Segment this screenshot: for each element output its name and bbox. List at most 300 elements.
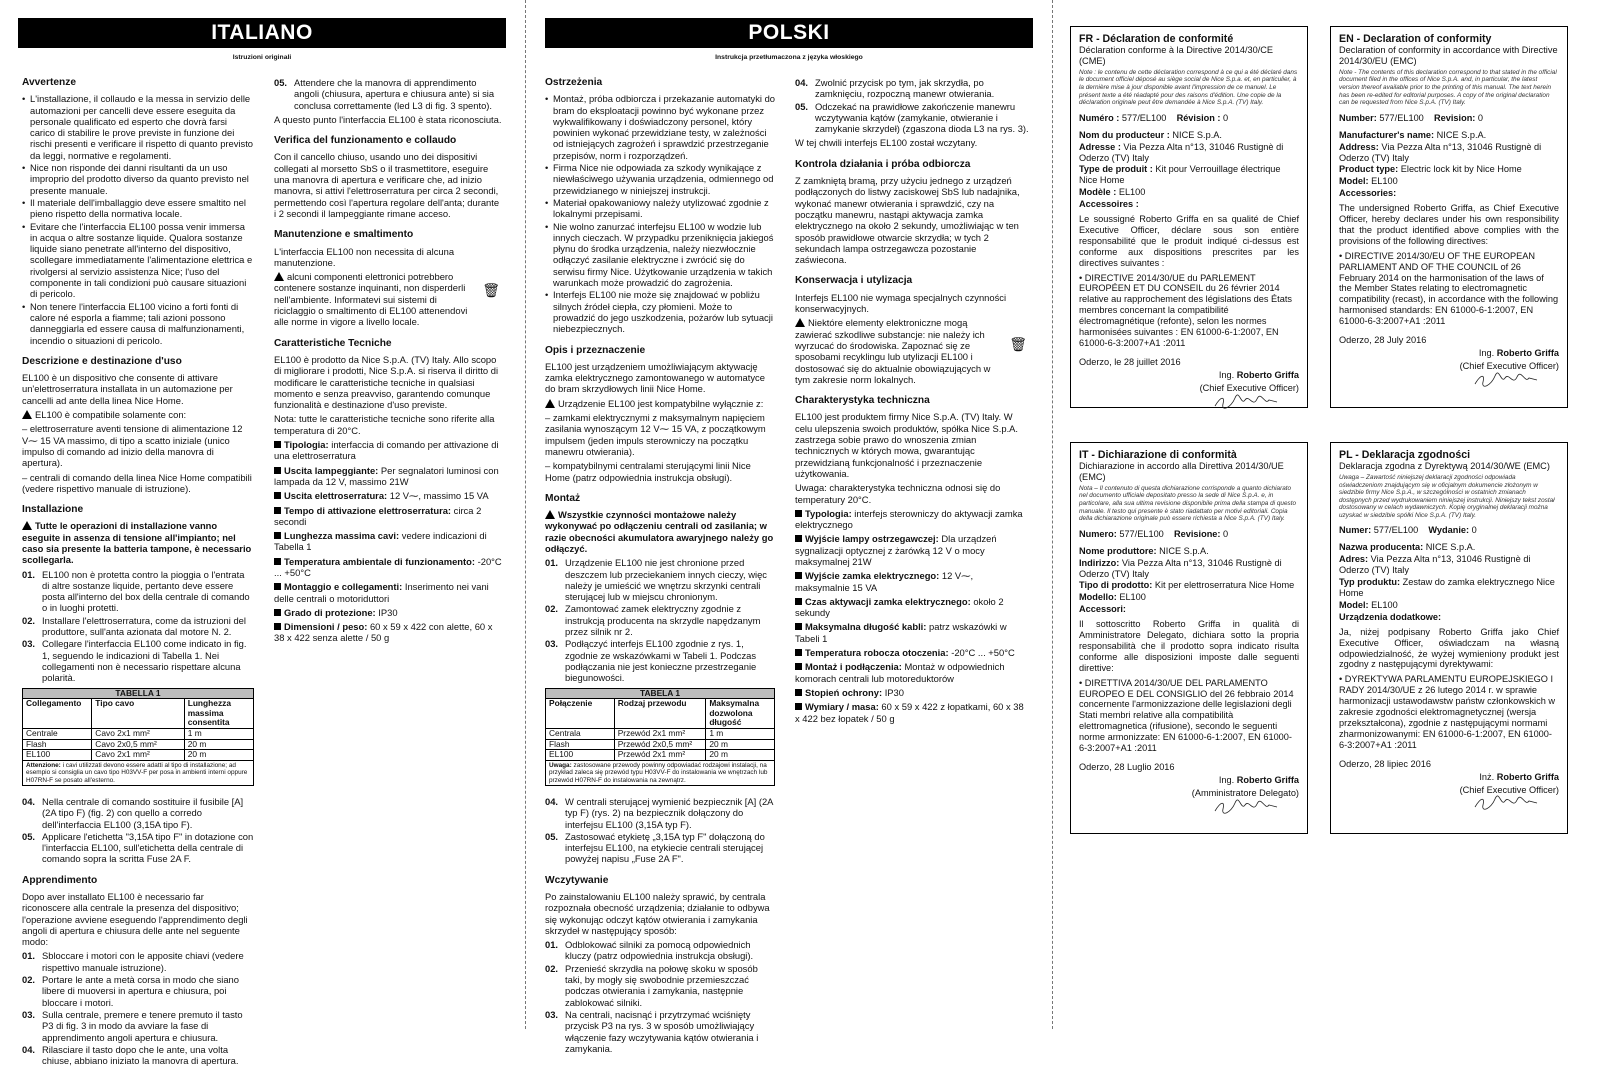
warning-item: • Firma Nice nie odpowiada za szkody wynikające z niewłaściwego używania urządzenia, odmiennego od przewidzianego w niniejszej instrukcji. [545, 162, 775, 196]
tech-value: interfaccia di comando per attivazione di una elettroserratura [274, 439, 499, 462]
tech-key: Lunghezza massima cavi: [284, 530, 400, 542]
step-number: 04. [795, 77, 809, 88]
declaration-subtitle: Deklaracja zgodna z Dyrektywą 2014/30/WE (EMC) [1339, 461, 1550, 471]
polski-col-right [795, 77, 1029, 727]
step-number: 05. [795, 100, 809, 112]
warning-item: • Non tenere l'interfaccia EL100 vicino a forti fonti di calore né esporla a fiamme; tali azioni possono danneggiarla ed essere causa di malfunzionamenti, incendio o situazioni di pericolo. [22, 301, 254, 346]
declaration-fr [1070, 26, 1308, 408]
tech-item [795, 687, 1029, 698]
square-bullet-icon [795, 510, 802, 517]
declaration-note: Note - The contents of this declaration correspond to that stated in the official document filed in the offices of Nice S.p.A. and, in particular, the latest version thereof available prior to the printing of this manual. The text herein has been re-edited for editorial purposes. A copy of the original declaration can be requested from Nice S.p.A. (TV) Italy. [1339, 68, 1557, 107]
step-number: 01. [22, 568, 36, 580]
polski-panel [545, 18, 1033, 1054]
declaration-number: Numero: 577/EL100 Revisione: 0 [1079, 528, 1229, 539]
tech-value: IP30 [375, 606, 398, 618]
declaration-field: Indirizzo: Via Pezza Alta n°13, 31046 Rustignè di Oderzo (TV) Italy [1079, 557, 1282, 579]
table-cell: Flash [23, 739, 92, 750]
fold-line [525, 0, 527, 1029]
desc-title: Opis i przeznaczenie [545, 344, 646, 356]
tech-value: 60 x 59 x 422 con alette, 60 x 38 x 422 senza alette / 50 g [274, 621, 493, 644]
install-steps-2 [22, 796, 254, 865]
step-number: 03. [545, 1008, 559, 1020]
warning-item: • Il materiale dell'imballaggio deve essere smaltito nel pieno rispetto della normativa locale. [22, 197, 254, 220]
compat-item: – centrali di comando della linea Nice Home compatibili (vedere rispettivo manuale di istruzione). [22, 471, 252, 494]
tech-item [795, 570, 1029, 593]
tech-value: patrz wskazówki w Tabeli 1 [795, 621, 1007, 644]
table-cell: 1 m [184, 728, 253, 739]
cable-table [22, 688, 254, 761]
warning-icon [22, 521, 32, 530]
learn-steps [545, 939, 775, 1054]
step-text: Installare l'elettroserratura, come da istruzioni del produttore, sull'anta azionata dal motore N. 2. [42, 614, 246, 638]
declaration-place-date: Oderzo, 28 lipiec 2016 [1339, 758, 1431, 769]
step-number: 02. [22, 614, 36, 626]
tech-value: interfejs sterowniczy do aktywacji zamka elektrycznego [795, 507, 1023, 531]
declaration-number: Numéro : 577/EL100 Révision : 0 [1079, 112, 1229, 123]
declaration-field: Nom du producteur : NICE S.p.A. [1079, 129, 1222, 140]
declaration-signer: Ing. Roberto Griffa [1478, 348, 1559, 358]
square-bullet-icon [274, 609, 281, 616]
table-cell: Przewód 2x1 mm² [614, 728, 706, 739]
declaration-note: Note : le contenu de cette déclaration correspond à ce qui a été déclaré dans le document officiel déposé au siège social de Nice S.p.a. et, en particulier, à la dernière mise à jour disponible avant l'impression de ce manuel. Le présent texte a été réadapté pour des raisons d'édition. Une copie de la déclaration originale peut être demandée à Nice S.p.A. (TV) Italy. [1079, 68, 1298, 107]
step-item [274, 77, 502, 111]
learn-paragraph: Po zainstalowaniu EL100 należy sprawić, by centrala rozpoznała obecność urządzenia; działanie to odbywa się wykonując odczyt kątów otwierania i zamykania skrzydeł w następujący sposób: [545, 891, 770, 936]
tech-key: Uscita elettroserratura: [284, 490, 388, 502]
square-bullet-icon [795, 598, 802, 605]
declaration-signer: Ing. Roberto Griffa [1218, 774, 1299, 785]
declaration-body: Ja, niżej podpisany Roberto Griffa jako Chief Executive Officer, oświadczam na własną odpowiedzialność, że wyżej wymieniony produkt jest zgodny z następującymi dyrektywami: [1339, 626, 1559, 670]
learn-title: Apprendimento [22, 874, 98, 886]
maint-title: Manutenzione e smaltimento [274, 229, 414, 241]
table-header: Collegamento [23, 699, 92, 729]
declaration-subtitle: Dichiarazione in accordo alla Direttiva 2014/30/UE (EMC) [1079, 461, 1284, 482]
warning-icon [274, 272, 284, 281]
polski-subtitle: Instrukcja przetłumaczona z języka włoskiego [715, 54, 863, 61]
learn-paragraph: Dopo aver installato EL100 è necessario far riconoscere alla centrale la presenza del dispositivo; l'operazione avviene eseguendo l'apprendimento degli angoli di apertura e chiusura delle ante nel seguente modo: [22, 891, 248, 948]
compat-item: – elettroserrature aventi tensione di alimentazione 12 V⁓ 15 VA massimo, di tipo a scatto iniziale (unico impulso di comando ad inizio della manovra di apertura). [22, 423, 243, 469]
warning-item: • Evitare che l'interfaccia EL100 possa venir immersa in acqua o altre sostanze liquide. Qualora sostanze liquide siano penetrate all'interno del dispositivo, scollegare immediatamente l'alimentazione elettrica e rivolgersi al servizio assistenza Nice; l'uso del componente in tali condizioni può causare situazioni di pericolo. [22, 221, 254, 300]
square-bullet-icon [274, 441, 281, 448]
square-bullet-icon [274, 507, 281, 514]
declaration-field: Nazwa producenta: NICE S.p.A. [1339, 542, 1476, 553]
table-cell: Cavo 2x0,5 mm² [92, 739, 184, 750]
learn-end: A questo punto l'interfaccia EL100 è stata riconosciuta. [274, 113, 502, 125]
install-warning: Wszystkie czynności montażowe należy wykonywać po odłączeniu centrali od zasilania; w razie obecności akumulatora awaryjnego należy go odłączyć. [545, 509, 774, 554]
declaration-role: (Chief Executive Officer) [1459, 784, 1559, 795]
declaration-title: FR - Déclaration de conformité [1079, 33, 1234, 45]
step-number: 03. [22, 1008, 36, 1020]
desc-paragraph: EL100 jest urządzeniem umożliwiającym aktywację zamka elektrycznego zamontowanego w automatyce do bram skrzydłowych linii Nice Home. [545, 360, 765, 395]
declaration-number: Numer: 577/EL100 Wydanie: 0 [1339, 525, 1477, 536]
table-cell: Centrala [546, 728, 615, 739]
step-number: 02. [22, 974, 36, 986]
tech-item [274, 439, 502, 462]
declaration-directive: • DIRECTIVE 2014/30/EU OF THE EUROPEAN PARLIAMENT AND OF THE COUNCIL of 26 February 2014 on the harmonisation of the laws of the Member States relating to electromagnetic compatibility (recast), in accordance with the following harmonised standards: EN 61000-6-1:2007, EN 61000-6-3:2007+A1 :2011 [1339, 250, 1559, 327]
table-caption: TABELA 1 [546, 688, 775, 699]
tech-key: Dimensioni / peso: [284, 621, 368, 633]
warnings-list [22, 93, 254, 346]
tech-item [795, 508, 1029, 531]
warnings-title: Avvertenze [22, 77, 76, 88]
install-warning: Tutte le operazioni di installazione vanno eseguite in assenza di tensione all'impianto; nel caso sia presente la batteria tampone, è necessario scollegarla. [22, 520, 252, 566]
tech-value: 12 V⁓, massimo 15 VA [387, 490, 489, 502]
italiano-col-left [22, 77, 254, 1069]
step-item [22, 950, 254, 973]
step-item [795, 77, 1029, 100]
declaration-title: EN - Declaration of conformity [1339, 33, 1492, 45]
tech-item [795, 647, 1029, 658]
declaration-number: Number: 577/EL100 Revision: 0 [1339, 112, 1484, 123]
tech-key: Wymiary / masa: [805, 701, 879, 713]
step-text: EL100 non è protetta contro la pioggia o l'entrata di altre sostanze liquide, pertanto deve essere posta all'interno del box della centrale di comando o in luoghi protetti. [42, 568, 250, 614]
table-header-row [546, 699, 775, 729]
learn-steps-cont [795, 77, 1029, 134]
warning-item: • Interfejs EL100 nie może się znajdować w pobliżu silnych źródeł ciepła, czy płomieni. Może to prowadzić do jego uszkodzenia, pożarów lub sytuacji niebezpiecznych. [545, 289, 775, 334]
table-cell: 1 m [706, 728, 775, 739]
warning-icon [22, 410, 32, 419]
install-title: Montaż [545, 492, 581, 504]
tech-value: -20°C ... +50°C [948, 647, 1015, 659]
tech-key: Montaggio e collegamenti: [284, 581, 403, 593]
declaration-field: Product type: Electric lock kit by Nice Home [1339, 164, 1522, 175]
step-item [22, 796, 254, 830]
step-item [545, 603, 775, 637]
tech-value: -20°C ... +50°C [274, 555, 502, 578]
step-text: W centrali sterującej wymienić bezpiecznik [A] (2A typ F) (rys. 2) na bezpiecznik dołączony do interfejsu EL100 (3,15A typ F). [565, 795, 773, 830]
desc-list [22, 423, 254, 494]
declaration-field: Accessories: [1339, 188, 1397, 199]
square-bullet-icon [274, 467, 281, 474]
tech-key: Temperatura ambientale di funzionamento: [284, 555, 475, 567]
declaration-field: Accessori: [1079, 604, 1126, 615]
step-text: Urządzenie EL100 nie jest chronione przed deszczem lub przeciekaniem innych cieczy, więc należy je umieścić we wnętrzu skrzynki centrali sterującej lub w miejscu chronionym. [565, 557, 767, 603]
warnings-list [545, 93, 775, 334]
declaration-field: Model: EL100 [1339, 599, 1398, 610]
step-item [22, 638, 254, 683]
declaration-body: Il sottoscritto Roberto Griffa in qualità di Amministratore Delegato, dichiara sotto la propria responsabilità che il prodotto sopra indicato risulta conforme alle disposizioni imposte dalle seguenti direttive: [1079, 619, 1299, 673]
tech-item [274, 556, 502, 579]
compat-item: – zamkami elektrycznymi z maksymalnym napięciem zasilania wynoszącym 12 V⁓ 15 VA, z początkowym impulsem (jeden impuls sterowniczy na początku manewru otwierania). [545, 412, 766, 457]
install-steps [22, 569, 254, 684]
tech-item [274, 490, 502, 501]
signature-image [1211, 394, 1281, 410]
fold-line [1052, 0, 1054, 1029]
step-item [795, 101, 1029, 135]
square-bullet-icon [795, 623, 802, 630]
desc-warning: EL100 è compatibile solamente con: [22, 409, 254, 420]
tech-key: Montaż i podłączenia: [805, 661, 902, 673]
tech-note: Nota: tutte le caratteristiche tecniche sono riferite alla temperatura di 20°C. [274, 413, 495, 436]
learn-title: Wczytywanie [545, 874, 609, 886]
declaration-field: Urządzenia dodatkowe: [1339, 611, 1442, 622]
step-text: Nella centrale di comando sostituire il fusibile [A] (2A tipo F) (fig. 2) con quello a corredo dell'interfaccia EL100 (3,15A tipo F). [42, 795, 244, 830]
table-header: Rodzaj przewodu [614, 699, 706, 729]
step-item [545, 557, 775, 602]
declaration-it [1070, 442, 1308, 834]
step-number: 02. [545, 603, 559, 615]
declaration-role: (Amministratore Delegato) [1191, 787, 1299, 798]
desc-paragraph: EL100 è un dispositivo che consente di attivare un'elettroserratura installata in un automazione per cancelli ad ante della linea Nice Home. [22, 372, 233, 406]
declaration-directive: • DIRETTIVA 2014/30/UE DEL PARLAMENTO EUROPEO E DEL CONSIGLIO del 26 febbraio 2014 concernente l'armonizzazione delle legislazioni degli Stati membri relative alla compatibilità elettromagnetica (rifusione), secondo le seguenti norme armonizzate: EN 61000-6-1:2007, EN 61000-6-3:2007+A1 :2011 [1079, 677, 1294, 754]
tech-title: Charakterystyka techniczna [795, 395, 930, 407]
tech-paragraph: EL100 è prodotto da Nice S.p.A. (TV) Italy. Allo scopo di migliorare i prodotti, Nice S.p.A. si riserva il diritto di modificare le caratteristiche tecniche in qualsiasi momento e senza preavviso, garantendo comunque funzionalità e destinazione d'uso previste. [274, 353, 499, 411]
tech-key: Wyjście zamka elektrycznego: [805, 570, 940, 582]
table-header-row [23, 699, 254, 729]
tech-key: Uscita lampeggiante: [284, 464, 379, 476]
step-item [545, 1009, 775, 1054]
tech-item [795, 701, 1029, 724]
step-number: 02. [545, 962, 559, 974]
step-text: Na centrali, nacisnąć i przytrzymać wciśnięty przycisk P3 na rys. 3 w sposób umożliwiający włączenie fazy wczytywania kątów otwierania i zamykania. [565, 1008, 759, 1054]
table-cell: EL100 [23, 750, 92, 761]
declaration-field: Model: EL100 [1339, 176, 1398, 187]
table-cell: 20 m [184, 739, 253, 750]
declaration-field: Address: Via Pezza Alta n°13, 31046 Rustignè di Oderzo (TV) Italy [1339, 141, 1542, 163]
desc-warning: Urządzenie EL100 jest kompatybilne wyłącznie z: [545, 398, 775, 409]
polski-col-left [545, 77, 775, 1057]
declaration-field: Accessoires : [1079, 199, 1139, 210]
tech-key: Grado di protezione: [284, 606, 376, 618]
table-cell: Centrale [23, 728, 92, 739]
step-text: Zastosować etykietę „3,15A typ F" dołączoną do interfejsu EL100, na etykiecie centrali sterującej powyżej napisu „Fuse 2A F". [565, 830, 765, 865]
tech-key: Tempo di attivazione elettroserratura: [284, 504, 452, 516]
step-item [22, 1009, 254, 1043]
italiano-panel [18, 18, 506, 1067]
signature-image [1471, 372, 1541, 388]
step-text: Sulla centrale, premere e tenere premuto il tasto P3 di fig. 3 in modo da avviare la fase di apprendimento angoli apertura e chiusura. [42, 1008, 243, 1043]
square-bullet-icon [795, 689, 802, 696]
tech-value: Per segnalatori luminosi con lampada da 12 V, massimo 21W [274, 464, 499, 487]
crossed-bin-icon: 🗑 [1009, 336, 1027, 353]
square-bullet-icon [795, 535, 802, 542]
step-number: 03. [22, 638, 36, 650]
desc-list [545, 412, 775, 483]
step-number: 05. [22, 830, 36, 842]
verify-title: Kontrola działania i próba odbiorcza [795, 158, 971, 170]
declaration-note: Uwaga – Zawartość niniejszej deklaracji zgodności odpowiada oświadczeniom znajdującym się w oficjalnym dokumencie złożonym w siedzibie firmy Nice S.p.A., w szczególności w ostatnich zmianach dostępnych przed wydrukowaniem niniejszej instrukcji. Niniejszy tekst został dostosowany w celach wydawniczych. Kopię oryginalnej deklaracji można uzyskać w siedzibie spółki Nice S.p.A. (TV) Italy. [1339, 473, 1555, 519]
tech-value: circa 2 secondi [274, 504, 482, 527]
verify-paragraph: Con il cancello chiuso, usando uno dei dispositivi collegati al morsetto SbS o il trasmettitore, eseguire una manovra di apertura e verificare che, ad inizio manovra, si attivi l'elettroserratura per circa 2 secondi, permettendo così l'apertura regolare dell'anta; durante i 2 secondi il lampeggiante rimane acceso. [274, 151, 500, 219]
table-row [23, 739, 254, 750]
tech-note: Uwaga: charakterystyka techniczna odnosi się do temperatury 20°C. [795, 482, 1001, 505]
step-text: Rilasciare il tasto dopo che le ante, una volta chiuse, abbiano iniziato la manovra di apertura. [42, 1043, 239, 1067]
tech-value: vedere indicazioni di Tabella 1 [274, 530, 487, 553]
step-text: Zamontować zamek elektryczny zgodnie z instrukcją producenta na skrzydle napędzanym przez silnik nr 2. [565, 603, 761, 638]
warning-icon [545, 510, 555, 519]
declaration-directive: • DYREKTYWA PARLAMENTU EUROPEJSKIEGO I RADY 2014/30/UE z 26 lutego 2014 r. w sprawie harmonizacji ustawodawstw państw członkowskich w zakresie zgodności elektromagnetycznej (wersja przekształcona), zgodnie z następującymi normami zharmonizowanymi: EN 61000-6-1:2007, EN 61000-6-3:2007+A1 :2011 [1339, 674, 1555, 750]
tech-item [795, 596, 1029, 619]
table-note: Attenzione: i cavi utilizzati devono essere adatti al tipo di installazione; ad esempio si consiglia un cavo tipo H03VV-F per posa in ambienti interni oppure H07RN-F se posato all'esterno. [22, 761, 254, 786]
tech-paragraph: EL100 jest produktem firmy Nice S.p.A. (TV) Italy. W celu ulepszenia swoich produktów, spółka Nice S.p.A. zastrzega sobie prawo do wnoszenia zmian technicznych w których mowa, gwarantując przewidzianą funkcjonalność i przeznaczenie użytkowania. [795, 411, 1019, 479]
declaration-body: Le soussigné Roberto Griffa en sa qualité de Chief Executive Officer, déclare sous son entière responsabilité que le produit indiqué ci-dessus est conforme aux dispositions prescrites par les directives suivantes : [1079, 214, 1299, 268]
signature-image [1211, 799, 1281, 815]
declaration-place-date: Oderzo, 28 Luglio 2016 [1079, 762, 1175, 772]
step-number: 01. [545, 939, 559, 951]
table-cell: Flash [546, 739, 615, 750]
step-text: Applicare l'etichetta "3,15A tipo F" in dotazione con l'interfaccia EL100, sull'etichetta della centrale di comando sopra la scritta Fuse 2A F. [42, 830, 254, 865]
step-text: Odblokować silniki za pomocą odpowiednich kluczy (patrz odpowiednia instrukcja obsługi). [565, 939, 754, 962]
step-text: Collegare l'interfaccia EL100 come indicato in fig. 1, seguendo le indicazioni di Tabella 1. Nei collegamenti non è necessario rispettare alcuna polarità. [42, 638, 247, 684]
table-cell: 20 m [184, 750, 253, 761]
step-number: 04. [545, 795, 559, 807]
tech-item [274, 621, 502, 644]
declaration-place-date: Oderzo, 28 July 2016 [1339, 335, 1427, 346]
step-number: 01. [22, 950, 36, 962]
maint-paragraph: Interfejs EL100 nie wymaga specjalnych czynności konserwacyjnych. [795, 291, 1007, 315]
declaration-signer: Ing. Roberto Griffa [1218, 369, 1299, 380]
tech-item [274, 505, 502, 528]
step-item [22, 1044, 254, 1067]
tech-item [274, 581, 502, 604]
square-bullet-icon [274, 623, 281, 630]
declaration-title: PL - Deklaracja zgodności [1339, 449, 1471, 461]
tech-value: około 2 sekundy [795, 595, 1004, 619]
square-bullet-icon [795, 663, 802, 670]
step-number: 05. [274, 77, 288, 88]
tech-item [274, 465, 502, 488]
maint-title: Konserwacja i utylizacja [795, 275, 913, 287]
step-item [545, 638, 775, 683]
tech-item [795, 533, 1029, 567]
declaration-field: Adres: Via Pezza Alta n°13, 31046 Rustignè di Oderzo (TV) Italy [1339, 554, 1531, 576]
square-bullet-icon [795, 649, 802, 656]
italiano-title: ITALIANO [18, 18, 506, 48]
square-bullet-icon [274, 492, 281, 499]
learn-end: W tej chwili interfejs EL100 został wczytany. [795, 137, 978, 149]
italiano-subtitle: Istruzioni originali [232, 54, 292, 61]
step-item [545, 796, 775, 830]
table-header: Tipo cavo [92, 699, 184, 729]
step-number: 05. [545, 830, 559, 842]
declaration-field: Modèle : EL100 [1079, 187, 1146, 198]
tech-key: Maksymalna długość kabli: [805, 621, 927, 633]
step-text: Podłączyć interfejs EL100 zgodnie z rys. 1, zgodnie ze wskazówkami w Tabeli 1. Podczas podłączania nie jest konieczne przestrzeganie biegunowości. [565, 638, 757, 684]
tech-key: Stopień ochrony: [805, 686, 883, 698]
warnings-title: Ostrzeżenia [545, 77, 603, 88]
tech-value: Dla urządzeń sygnalizacji optycznej z żarówką 12 V o mocy maksymalnej 21W [795, 533, 997, 567]
declaration-subtitle: Declaration of conformity in accordance with Directive 2014/30/EU (EMC) [1339, 45, 1558, 66]
declaration-field: Tipo di prodotto: Kit per elettroserratura Nice Home [1079, 580, 1295, 591]
desc-title: Descrizione e destinazione d'uso [22, 355, 182, 367]
table-caption: TABELLA 1 [23, 688, 254, 699]
declaration-title: IT - Dichiarazione di conformità [1079, 449, 1237, 461]
table-caption-row [23, 688, 254, 699]
declaration-field: Type de produit : Kit pour Verrouillage électrique Nice Home [1079, 164, 1281, 186]
verify-paragraph: Z zamkniętą bramą, przy użyciu jednego z urządzeń podłączonych do listwy zaciskowej SbS lub nadajnika, wykonać manewr otwierania i sprawdzić, czy na początku manewru, nastąpi aktywacja zamka elektrycznego na około 2 sekundy, umożliwiając w ten sposób prawidłowe otwarcie skrzydła; w tych 2 sekundach lampa ostrzegawcza pozostanie zaświecona. [795, 175, 1020, 266]
table-cell: Przewód 2x1 mm² [614, 750, 706, 761]
tech-key: Wyjście lampy ostrzegawczej: [805, 533, 939, 545]
step-item [545, 963, 775, 1008]
table-header: Połączenie [546, 699, 615, 729]
tech-item [274, 530, 502, 553]
step-text: Zwolnić przycisk po tym, jak skrzydła, po zamknięciu, rozpoczną manewr otwierania. [815, 77, 995, 100]
learn-steps [22, 950, 254, 1066]
tech-key: Temperatura robocza otoczenia: [805, 647, 949, 659]
step-text: Sbloccare i motori con le apposite chiavi (vedere rispettivo manuale istruzione). [42, 950, 244, 973]
tech-item [274, 607, 502, 618]
step-item [22, 569, 254, 614]
tech-value: IP30 [882, 686, 904, 698]
tech-item [795, 661, 1029, 684]
declaration-field: Nome produttore: NICE S.p.A. [1079, 545, 1209, 556]
tech-items [795, 508, 1029, 724]
tech-key: Czas aktywacji zamka elektrycznego: [805, 595, 971, 607]
declaration-pl [1330, 442, 1568, 834]
square-bullet-icon [795, 572, 802, 579]
square-bullet-icon [795, 703, 802, 710]
table-cell: Cavo 2x1 mm² [92, 728, 184, 739]
install-steps [545, 557, 775, 683]
step-text: Przenieść skrzydła na połowę skoku w sposób taki, by mogły się swobodnie przemieszczać podczas otwierania i zamykania, następnie zablokować silniki. [565, 962, 758, 1008]
step-item [545, 831, 775, 865]
table-cell: Cavo 2x1 mm² [92, 750, 184, 761]
declaration-field: Manufacturer's name: NICE S.p.A. [1339, 129, 1487, 140]
table-header: Lunghezza massima consentita [184, 699, 253, 729]
polski-title: POLSKI [545, 18, 1033, 48]
step-item [22, 615, 254, 638]
declaration-body: The undersigned Roberto Griffa, as Chief Executive Officer, hereby declares under his own responsibility that the product identified above complies with the provisions of the following directives: [1339, 203, 1559, 246]
declaration-field: Adresse : Via Pezza Alta n°13, 31046 Rustignè di Oderzo (TV) Italy [1079, 141, 1284, 163]
step-text: Attendere che la manovra di apprendimento angoli (chiusura, apertura e chiusura ante) si sia conclusa correttamente (led L3 di fig. 3 spento). [294, 77, 495, 111]
learn-steps-cont [274, 77, 502, 111]
table-cell: 20 m [706, 739, 775, 750]
install-title: Installazione [22, 504, 84, 516]
warning-item: • Montaż, próba odbiorcza i przekazanie automatyki do bram do eksploatacji powinno być wykonane przez wykwalifikowany i doświadczony personel, który powinien wykonać przewidziane testy, w zależności od istniejących zagrożeń i sprawdzić przestrzeganie przepisów, norm i rozporządzeń. [545, 93, 775, 161]
table-note: Uwaga: zastosowane przewody powinny odpowiadać rodzajowi instalacji, na przykład zaleca się przewód typu H03VV-F do instalowania we wnętrzach lub przewód H07RN-F do instalowania na zewnątrz. [545, 761, 775, 786]
tech-key: Typologia: [805, 507, 852, 519]
tech-items [274, 439, 502, 644]
compat-item: – kompatybilnymi centralami sterującymi linii Nice Home (patrz odpowiednia instrukcja obsługi). [545, 460, 751, 483]
warning-item: • L'installazione, il collaudo e la messa in servizio delle automazioni per cancelli deve essere eseguita da personale qualificato ed esperto che dovrà farsi carico di stabilire le prove previste in funzione dei rischi presenti e verificare il rispetto di quanto previsto da leggi, normative e regolamenti. [22, 93, 254, 161]
square-bullet-icon [274, 532, 281, 539]
italiano-col-right [274, 77, 502, 647]
warning-item: • Materiał opakowaniowy należy utylizować zgodnie z lokalnymi przepisami. [545, 197, 775, 220]
table-row [546, 739, 775, 750]
table-row [23, 750, 254, 761]
step-item [22, 831, 254, 865]
step-number: 01. [545, 557, 559, 569]
square-bullet-icon [274, 558, 281, 565]
declaration-subtitle: Déclaration conforme à la Directive 2014/30/CE (CME) [1079, 45, 1274, 66]
signature-image [1471, 795, 1541, 811]
cable-table [545, 688, 775, 761]
declaration-role: (Chief Executive Officer) [1459, 360, 1559, 371]
tech-value: Inserimento nei vani delle centrali o motoriduttori [274, 581, 489, 604]
table-row [546, 728, 775, 739]
step-number: 03. [545, 638, 559, 650]
maint-warning: Niektóre elementy elektroniczne mogą zawierać szkodliwe substancje: nie należy ich wyrzucać do środowiska. Zapoznać się ze sposobami recyklingu lub utylizacji EL100 i dostosować się do aktualnie obowiązujących w tym zakresie norm lokalnych. 🗑 [795, 317, 1027, 385]
table-row [546, 750, 775, 761]
declaration-place-date: Oderzo, le 28 juillet 2016 [1079, 356, 1181, 367]
declaration-role: (Chief Executive Officer) [1199, 382, 1299, 393]
declaration-field: Modello: EL100 [1079, 592, 1146, 603]
table-header: Maksymalna dozwolona długość [706, 699, 775, 729]
declaration-signer: Inż. Roberto Griffa [1479, 771, 1559, 782]
verify-title: Verifica del funzionamento e collaudo [274, 135, 457, 147]
declaration-en [1330, 26, 1568, 408]
step-number: 04. [22, 795, 36, 807]
step-text: Odczekać na prawidłowe zakończenie manewru wczytywania kątów (zamykanie, otwieranie i zamykanie skrzydeł) (zgaszona dioda L3 na rys. 3). [815, 100, 1029, 135]
install-steps-2 [545, 796, 775, 865]
tech-item [795, 621, 1029, 644]
step-number: 04. [22, 1043, 36, 1055]
crossed-bin-icon: 🗑 [482, 282, 500, 299]
tech-value: Montaż w odpowiednich komorach centrali lub motoreduktorów [795, 661, 1005, 684]
declaration-directive: • DIRECTIVE 2014/30/UE du PARLEMENT EUROPÉEN ET DU CONSEIL du 26 février 2014 relative au rapprochement des législations des États membres concernant la compatibilité électromagnétique (refonte), selon les normes harmonisées suivantes : EN 61000-6-1:2007, EN 61000-6-3:2007+A1 :2011 [1079, 272, 1292, 348]
step-item [545, 939, 775, 962]
tech-value: 12 V⁓, maksymalnie 15 VA [795, 570, 974, 593]
table-caption-row [546, 688, 775, 699]
